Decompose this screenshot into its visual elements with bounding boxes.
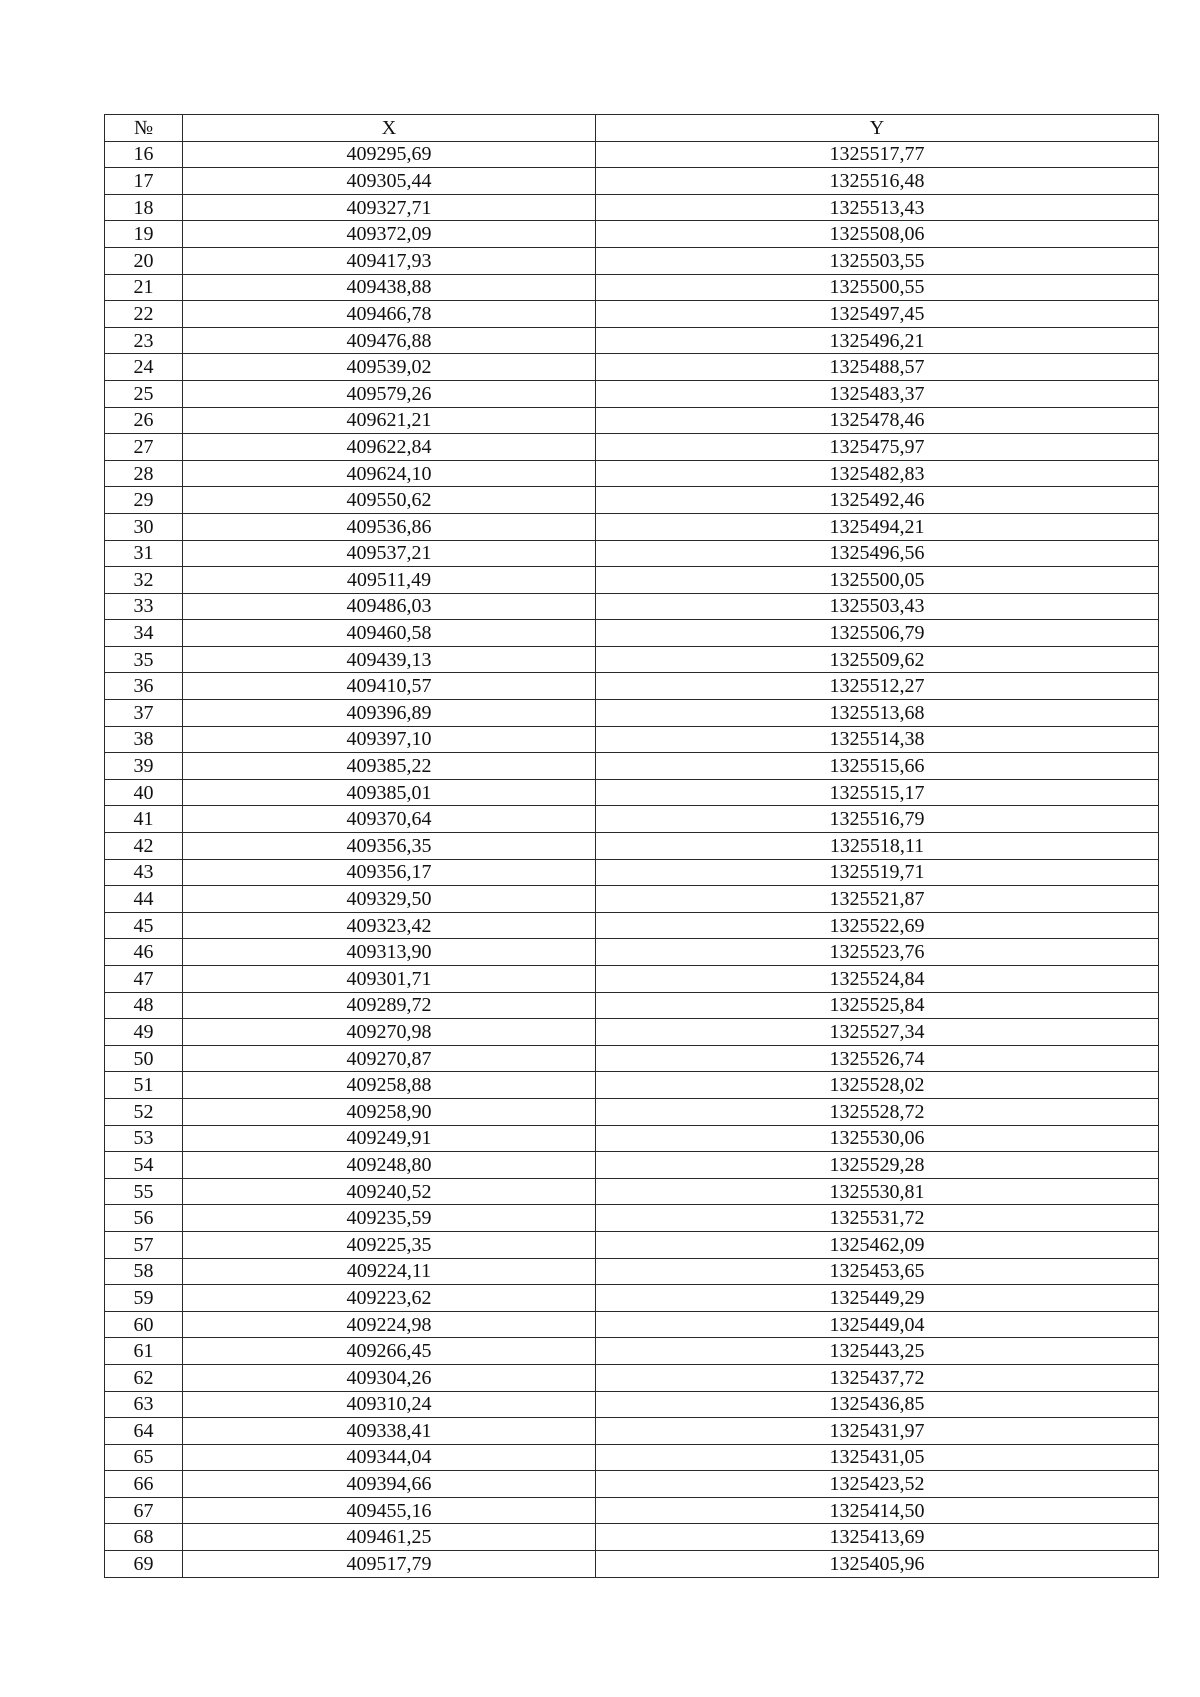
point-number-cell: 34 bbox=[105, 620, 183, 647]
x-coordinate-cell: 409410,57 bbox=[183, 673, 596, 700]
x-coordinate-cell: 409266,45 bbox=[183, 1338, 596, 1365]
y-coordinate-cell: 1325515,66 bbox=[596, 753, 1159, 780]
table-row bbox=[105, 593, 1159, 620]
point-number-cell: 33 bbox=[105, 593, 183, 620]
x-coordinate-cell: 409385,22 bbox=[183, 753, 596, 780]
y-coordinate-cell: 1325453,65 bbox=[596, 1258, 1159, 1285]
y-coordinate-cell: 1325513,43 bbox=[596, 194, 1159, 221]
point-number-cell: 18 bbox=[105, 194, 183, 221]
table-row bbox=[105, 1418, 1159, 1445]
x-coordinate-cell: 409396,89 bbox=[183, 700, 596, 727]
y-coordinate-cell: 1325521,87 bbox=[596, 886, 1159, 913]
point-number-cell: 24 bbox=[105, 354, 183, 381]
x-coordinate-cell: 409455,16 bbox=[183, 1497, 596, 1524]
x-coordinate-cell: 409240,52 bbox=[183, 1178, 596, 1205]
table-row bbox=[105, 726, 1159, 753]
point-number-cell: 53 bbox=[105, 1125, 183, 1152]
y-coordinate-cell: 1325528,72 bbox=[596, 1098, 1159, 1125]
x-coordinate-cell: 409624,10 bbox=[183, 460, 596, 487]
x-coordinate-cell: 409461,25 bbox=[183, 1524, 596, 1551]
point-number-cell: 47 bbox=[105, 966, 183, 993]
y-coordinate-cell: 1325525,84 bbox=[596, 992, 1159, 1019]
table-row bbox=[105, 859, 1159, 886]
x-coordinate-cell: 409486,03 bbox=[183, 593, 596, 620]
x-coordinate-cell: 409537,21 bbox=[183, 540, 596, 567]
table-row bbox=[105, 354, 1159, 381]
x-coordinate-cell: 409338,41 bbox=[183, 1418, 596, 1445]
y-coordinate-cell: 1325462,09 bbox=[596, 1231, 1159, 1258]
y-coordinate-cell: 1325517,77 bbox=[596, 141, 1159, 168]
y-coordinate-cell: 1325449,04 bbox=[596, 1311, 1159, 1338]
table-row bbox=[105, 992, 1159, 1019]
point-number-cell: 64 bbox=[105, 1418, 183, 1445]
table-row bbox=[105, 513, 1159, 540]
table-row bbox=[105, 434, 1159, 461]
x-coordinate-cell: 409397,10 bbox=[183, 726, 596, 753]
x-coordinate-cell: 409356,35 bbox=[183, 833, 596, 860]
y-coordinate-cell: 1325509,62 bbox=[596, 646, 1159, 673]
point-number-cell: 29 bbox=[105, 487, 183, 514]
y-coordinate-cell: 1325414,50 bbox=[596, 1497, 1159, 1524]
y-coordinate-cell: 1325516,48 bbox=[596, 168, 1159, 195]
header-number: № bbox=[105, 115, 183, 142]
point-number-cell: 55 bbox=[105, 1178, 183, 1205]
table-row bbox=[105, 567, 1159, 594]
y-coordinate-cell: 1325405,96 bbox=[596, 1551, 1159, 1578]
point-number-cell: 42 bbox=[105, 833, 183, 860]
y-coordinate-cell: 1325512,27 bbox=[596, 673, 1159, 700]
table-row bbox=[105, 1019, 1159, 1046]
x-coordinate-cell: 409249,91 bbox=[183, 1125, 596, 1152]
table-row bbox=[105, 1524, 1159, 1551]
y-coordinate-cell: 1325475,97 bbox=[596, 434, 1159, 461]
y-coordinate-cell: 1325423,52 bbox=[596, 1471, 1159, 1498]
table-row bbox=[105, 168, 1159, 195]
point-number-cell: 38 bbox=[105, 726, 183, 753]
point-number-cell: 30 bbox=[105, 513, 183, 540]
x-coordinate-cell: 409235,59 bbox=[183, 1205, 596, 1232]
y-coordinate-cell: 1325492,46 bbox=[596, 487, 1159, 514]
y-coordinate-cell: 1325443,25 bbox=[596, 1338, 1159, 1365]
table-row bbox=[105, 221, 1159, 248]
coordinates-table bbox=[104, 114, 1159, 1578]
y-coordinate-cell: 1325523,76 bbox=[596, 939, 1159, 966]
point-number-cell: 41 bbox=[105, 806, 183, 833]
y-coordinate-cell: 1325488,57 bbox=[596, 354, 1159, 381]
y-coordinate-cell: 1325500,05 bbox=[596, 567, 1159, 594]
point-number-cell: 40 bbox=[105, 779, 183, 806]
point-number-cell: 44 bbox=[105, 886, 183, 913]
table-row bbox=[105, 1125, 1159, 1152]
table-row bbox=[105, 141, 1159, 168]
point-number-cell: 49 bbox=[105, 1019, 183, 1046]
table-row bbox=[105, 1285, 1159, 1312]
x-coordinate-cell: 409270,87 bbox=[183, 1045, 596, 1072]
table-body bbox=[105, 141, 1159, 1577]
x-coordinate-cell: 409224,98 bbox=[183, 1311, 596, 1338]
point-number-cell: 28 bbox=[105, 460, 183, 487]
header-row bbox=[105, 115, 1159, 142]
y-coordinate-cell: 1325513,68 bbox=[596, 700, 1159, 727]
table-row bbox=[105, 407, 1159, 434]
table-row bbox=[105, 939, 1159, 966]
y-coordinate-cell: 1325436,85 bbox=[596, 1391, 1159, 1418]
point-number-cell: 36 bbox=[105, 673, 183, 700]
table-header bbox=[105, 115, 1159, 142]
y-coordinate-cell: 1325500,55 bbox=[596, 274, 1159, 301]
x-coordinate-cell: 409460,58 bbox=[183, 620, 596, 647]
point-number-cell: 50 bbox=[105, 1045, 183, 1072]
point-number-cell: 22 bbox=[105, 301, 183, 328]
point-number-cell: 19 bbox=[105, 221, 183, 248]
x-coordinate-cell: 409313,90 bbox=[183, 939, 596, 966]
y-coordinate-cell: 1325524,84 bbox=[596, 966, 1159, 993]
x-coordinate-cell: 409621,21 bbox=[183, 407, 596, 434]
table-row bbox=[105, 274, 1159, 301]
table-row bbox=[105, 1098, 1159, 1125]
y-coordinate-cell: 1325522,69 bbox=[596, 912, 1159, 939]
table-row bbox=[105, 1391, 1159, 1418]
table-row bbox=[105, 1178, 1159, 1205]
y-coordinate-cell: 1325437,72 bbox=[596, 1364, 1159, 1391]
y-coordinate-cell: 1325431,97 bbox=[596, 1418, 1159, 1445]
table-row bbox=[105, 540, 1159, 567]
point-number-cell: 66 bbox=[105, 1471, 183, 1498]
table-row bbox=[105, 886, 1159, 913]
point-number-cell: 26 bbox=[105, 407, 183, 434]
x-coordinate-cell: 409305,44 bbox=[183, 168, 596, 195]
x-coordinate-cell: 409301,71 bbox=[183, 966, 596, 993]
point-number-cell: 17 bbox=[105, 168, 183, 195]
x-coordinate-cell: 409536,86 bbox=[183, 513, 596, 540]
y-coordinate-cell: 1325503,43 bbox=[596, 593, 1159, 620]
y-coordinate-cell: 1325526,74 bbox=[596, 1045, 1159, 1072]
table-row bbox=[105, 1311, 1159, 1338]
x-coordinate-cell: 409356,17 bbox=[183, 859, 596, 886]
x-coordinate-cell: 409258,88 bbox=[183, 1072, 596, 1099]
x-coordinate-cell: 409310,24 bbox=[183, 1391, 596, 1418]
y-coordinate-cell: 1325482,83 bbox=[596, 460, 1159, 487]
point-number-cell: 67 bbox=[105, 1497, 183, 1524]
table-row bbox=[105, 301, 1159, 328]
x-coordinate-cell: 409329,50 bbox=[183, 886, 596, 913]
header-x: X bbox=[183, 115, 596, 142]
y-coordinate-cell: 1325519,71 bbox=[596, 859, 1159, 886]
x-coordinate-cell: 409258,90 bbox=[183, 1098, 596, 1125]
table-row bbox=[105, 460, 1159, 487]
point-number-cell: 32 bbox=[105, 567, 183, 594]
table-row bbox=[105, 753, 1159, 780]
y-coordinate-cell: 1325531,72 bbox=[596, 1205, 1159, 1232]
y-coordinate-cell: 1325516,79 bbox=[596, 806, 1159, 833]
point-number-cell: 20 bbox=[105, 247, 183, 274]
table-row bbox=[105, 247, 1159, 274]
y-coordinate-cell: 1325478,46 bbox=[596, 407, 1159, 434]
x-coordinate-cell: 409323,42 bbox=[183, 912, 596, 939]
x-coordinate-cell: 409270,98 bbox=[183, 1019, 596, 1046]
point-number-cell: 35 bbox=[105, 646, 183, 673]
x-coordinate-cell: 409539,02 bbox=[183, 354, 596, 381]
y-coordinate-cell: 1325496,56 bbox=[596, 540, 1159, 567]
table-row bbox=[105, 673, 1159, 700]
point-number-cell: 48 bbox=[105, 992, 183, 1019]
x-coordinate-cell: 409224,11 bbox=[183, 1258, 596, 1285]
table-row bbox=[105, 1045, 1159, 1072]
point-number-cell: 46 bbox=[105, 939, 183, 966]
table-row bbox=[105, 327, 1159, 354]
y-coordinate-cell: 1325530,06 bbox=[596, 1125, 1159, 1152]
table-row bbox=[105, 1258, 1159, 1285]
x-coordinate-cell: 409385,01 bbox=[183, 779, 596, 806]
table-row bbox=[105, 1471, 1159, 1498]
point-number-cell: 54 bbox=[105, 1152, 183, 1179]
table-row bbox=[105, 620, 1159, 647]
table-row bbox=[105, 1551, 1159, 1578]
y-coordinate-cell: 1325530,81 bbox=[596, 1178, 1159, 1205]
x-coordinate-cell: 409223,62 bbox=[183, 1285, 596, 1312]
x-coordinate-cell: 409394,66 bbox=[183, 1471, 596, 1498]
table-row bbox=[105, 806, 1159, 833]
y-coordinate-cell: 1325413,69 bbox=[596, 1524, 1159, 1551]
point-number-cell: 62 bbox=[105, 1364, 183, 1391]
x-coordinate-cell: 409289,72 bbox=[183, 992, 596, 1019]
point-number-cell: 43 bbox=[105, 859, 183, 886]
point-number-cell: 61 bbox=[105, 1338, 183, 1365]
x-coordinate-cell: 409372,09 bbox=[183, 221, 596, 248]
point-number-cell: 27 bbox=[105, 434, 183, 461]
x-coordinate-cell: 409248,80 bbox=[183, 1152, 596, 1179]
point-number-cell: 45 bbox=[105, 912, 183, 939]
point-number-cell: 25 bbox=[105, 380, 183, 407]
x-coordinate-cell: 409438,88 bbox=[183, 274, 596, 301]
y-coordinate-cell: 1325431,05 bbox=[596, 1444, 1159, 1471]
table-row bbox=[105, 1152, 1159, 1179]
y-coordinate-cell: 1325496,21 bbox=[596, 327, 1159, 354]
x-coordinate-cell: 409225,35 bbox=[183, 1231, 596, 1258]
y-coordinate-cell: 1325449,29 bbox=[596, 1285, 1159, 1312]
point-number-cell: 39 bbox=[105, 753, 183, 780]
x-coordinate-cell: 409370,64 bbox=[183, 806, 596, 833]
point-number-cell: 31 bbox=[105, 540, 183, 567]
x-coordinate-cell: 409439,13 bbox=[183, 646, 596, 673]
table-row bbox=[105, 912, 1159, 939]
y-coordinate-cell: 1325515,17 bbox=[596, 779, 1159, 806]
point-number-cell: 51 bbox=[105, 1072, 183, 1099]
x-coordinate-cell: 409295,69 bbox=[183, 141, 596, 168]
point-number-cell: 59 bbox=[105, 1285, 183, 1312]
point-number-cell: 21 bbox=[105, 274, 183, 301]
table-row bbox=[105, 833, 1159, 860]
x-coordinate-cell: 409622,84 bbox=[183, 434, 596, 461]
y-coordinate-cell: 1325494,21 bbox=[596, 513, 1159, 540]
x-coordinate-cell: 409466,78 bbox=[183, 301, 596, 328]
y-coordinate-cell: 1325503,55 bbox=[596, 247, 1159, 274]
point-number-cell: 63 bbox=[105, 1391, 183, 1418]
x-coordinate-cell: 409327,71 bbox=[183, 194, 596, 221]
table-row bbox=[105, 380, 1159, 407]
table-row bbox=[105, 1205, 1159, 1232]
point-number-cell: 23 bbox=[105, 327, 183, 354]
header-y: Y bbox=[596, 115, 1159, 142]
x-coordinate-cell: 409579,26 bbox=[183, 380, 596, 407]
table-row bbox=[105, 194, 1159, 221]
point-number-cell: 58 bbox=[105, 1258, 183, 1285]
point-number-cell: 56 bbox=[105, 1205, 183, 1232]
table-row bbox=[105, 1231, 1159, 1258]
x-coordinate-cell: 409511,49 bbox=[183, 567, 596, 594]
x-coordinate-cell: 409417,93 bbox=[183, 247, 596, 274]
y-coordinate-cell: 1325528,02 bbox=[596, 1072, 1159, 1099]
table-row bbox=[105, 1364, 1159, 1391]
x-coordinate-cell: 409550,62 bbox=[183, 487, 596, 514]
table-row bbox=[105, 1072, 1159, 1099]
x-coordinate-cell: 409476,88 bbox=[183, 327, 596, 354]
point-number-cell: 52 bbox=[105, 1098, 183, 1125]
point-number-cell: 60 bbox=[105, 1311, 183, 1338]
point-number-cell: 16 bbox=[105, 141, 183, 168]
y-coordinate-cell: 1325508,06 bbox=[596, 221, 1159, 248]
table-row bbox=[105, 487, 1159, 514]
y-coordinate-cell: 1325497,45 bbox=[596, 301, 1159, 328]
point-number-cell: 68 bbox=[105, 1524, 183, 1551]
point-number-cell: 57 bbox=[105, 1231, 183, 1258]
table-row bbox=[105, 700, 1159, 727]
point-number-cell: 37 bbox=[105, 700, 183, 727]
table-row bbox=[105, 1497, 1159, 1524]
point-number-cell: 69 bbox=[105, 1551, 183, 1578]
y-coordinate-cell: 1325506,79 bbox=[596, 620, 1159, 647]
table-row bbox=[105, 1338, 1159, 1365]
y-coordinate-cell: 1325529,28 bbox=[596, 1152, 1159, 1179]
point-number-cell: 65 bbox=[105, 1444, 183, 1471]
y-coordinate-cell: 1325518,11 bbox=[596, 833, 1159, 860]
table-row bbox=[105, 966, 1159, 993]
x-coordinate-cell: 409304,26 bbox=[183, 1364, 596, 1391]
table-row bbox=[105, 1444, 1159, 1471]
table-row bbox=[105, 779, 1159, 806]
y-coordinate-cell: 1325483,37 bbox=[596, 380, 1159, 407]
y-coordinate-cell: 1325514,38 bbox=[596, 726, 1159, 753]
x-coordinate-cell: 409517,79 bbox=[183, 1551, 596, 1578]
table-row bbox=[105, 646, 1159, 673]
x-coordinate-cell: 409344,04 bbox=[183, 1444, 596, 1471]
y-coordinate-cell: 1325527,34 bbox=[596, 1019, 1159, 1046]
